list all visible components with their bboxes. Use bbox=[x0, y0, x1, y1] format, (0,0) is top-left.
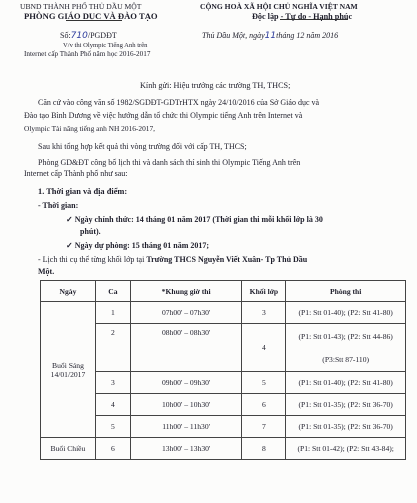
grade-cell: 3 bbox=[242, 302, 286, 324]
room-cell bbox=[286, 324, 406, 372]
shift-cell: 1 bbox=[95, 302, 130, 324]
date-prefix: Thủ Dầu Một, ngày bbox=[202, 31, 265, 40]
time-cell: 10h00' – 10h30' bbox=[130, 394, 242, 416]
table-row bbox=[41, 416, 406, 438]
shift-cell: 4 bbox=[95, 394, 130, 416]
subject-line-1: V/v thi Olympic Tiếng Anh trên bbox=[63, 42, 148, 49]
doc-number-suffix: /PGDĐT bbox=[87, 31, 117, 40]
table-header-row bbox=[41, 281, 406, 302]
grade-cell: 6 bbox=[242, 394, 286, 416]
para2: Sau khi tổng hợp kết quả thi vòng trường đối với cấp TH, THCS; bbox=[38, 142, 247, 151]
table-row bbox=[41, 302, 406, 324]
shift-cell: 2 bbox=[95, 324, 130, 372]
para3-line2: Internet cấp Thành phố như sau: bbox=[24, 169, 128, 178]
col-header-room: Phòng thi bbox=[286, 281, 406, 302]
reserve-date-text: Ngày dự phòng: 15 tháng 01 năm 2017; bbox=[74, 241, 210, 250]
doc-number-handwritten: 710 bbox=[70, 31, 88, 41]
table-row bbox=[41, 394, 406, 416]
official-date-text: Ngày chính thức: 14 tháng 01 năm 2017 (Thời gian thi mỗi khối lớp là 30 bbox=[74, 215, 323, 224]
para3-line1: Phòng GD&ĐT công bố lịch thi và danh sách thí sinh thi Olympic Tiếng Anh trên bbox=[38, 158, 301, 167]
room-cell: (P1: Stt 01-35); (P2: Stt 36-70) bbox=[286, 394, 406, 416]
col-header-day: Ngày bbox=[41, 281, 96, 302]
shift-cell: 5 bbox=[95, 416, 130, 438]
recipient: Kính gửi: Hiệu trưởng các trường TH, THCS; bbox=[140, 81, 291, 90]
section-1-heading: 1. Thời gian và địa điểm: bbox=[38, 187, 128, 196]
room-cell: (P1: Stt 01-40); (P2: Stt 41-80) bbox=[286, 372, 406, 394]
motto-underline bbox=[280, 19, 348, 20]
room-cell: (P1: Stt 01-35); (P2: Stt 36-70) bbox=[286, 416, 406, 438]
room-line-1: (P1: Stt 01-43); (P2: Stt 44-86) bbox=[298, 331, 393, 341]
col-header-grade: Khối lớp bbox=[242, 281, 286, 302]
location-line1 bbox=[38, 256, 307, 265]
grade-cell: 8 bbox=[242, 438, 286, 460]
grade-cell: 7 bbox=[242, 416, 286, 438]
republic-title: CỘNG HOÀ XÃ HỘI CHỦ NGHĨA VIỆT NAM bbox=[200, 2, 358, 11]
shift-cell: 3 bbox=[95, 372, 130, 394]
subject-line-2: Internet cấp Thành Phố năm học 2016-2017 bbox=[24, 50, 151, 58]
department-name: PHÒNG GIÁO DỤC VÀ ĐÀO TẠO bbox=[24, 11, 158, 21]
time-cell: 13h00' – 13h30' bbox=[130, 438, 242, 460]
col-header-shift: Ca bbox=[95, 281, 130, 302]
motto: Độc lập - Tự do - Hạnh phúc bbox=[252, 12, 353, 21]
grade-cell: 4 bbox=[242, 324, 286, 372]
date-handwritten: 11 bbox=[264, 31, 277, 41]
check-icon: ✓ bbox=[66, 215, 75, 224]
agency-line: UBND THÀNH PHỐ THỦ DẦU MỘT bbox=[20, 2, 142, 11]
day-afternoon-cell: Buổi Chiều bbox=[41, 438, 96, 460]
location-school: Trường THCS Nguyễn Viết Xuân- Tp Thủ Dầu bbox=[146, 255, 308, 264]
grade-cell: 5 bbox=[242, 372, 286, 394]
doc-number-prefix: Số: bbox=[60, 31, 71, 40]
room-cell: (P1: Stt 01-40); (P2: Stt 41-80) bbox=[286, 302, 406, 324]
reserve-date bbox=[66, 242, 209, 251]
exam-schedule-table bbox=[40, 280, 406, 460]
time-cell: 09h00' – 09h30' bbox=[130, 372, 242, 394]
location-prefix: - Lịch thi cụ thể từng khối lớp tại bbox=[38, 255, 147, 264]
time-label: - Thời gian: bbox=[38, 201, 79, 210]
shift-cell: 6 bbox=[95, 438, 130, 460]
check-icon: ✓ bbox=[66, 241, 75, 250]
room-line-2: (P3:Stt 87-110) bbox=[322, 354, 370, 364]
table-row bbox=[41, 438, 406, 460]
department-underline bbox=[66, 20, 122, 21]
time-cell: 11h00' – 11h30' bbox=[130, 416, 242, 438]
day-morning-cell: Buổi Sáng 14/01/2017 bbox=[41, 302, 96, 438]
table-row bbox=[41, 372, 406, 394]
room-cell: (P1: Stt 01-42); (P2: Stt 43-84); bbox=[286, 438, 406, 460]
official-date-line2: phút). bbox=[80, 227, 101, 236]
para1-line2: Đào tạo Bình Dương về việc hướng dẫn tổ chức thi Olympic tiếng Anh trên Internet và bbox=[24, 111, 303, 120]
time-cell: 07h00' – 07h30' bbox=[130, 302, 242, 324]
date-suffix: tháng 12 năm 2016 bbox=[276, 31, 339, 40]
time-cell: 08h00' – 08h30' bbox=[130, 324, 242, 372]
official-date-line1 bbox=[66, 216, 323, 225]
doc-number bbox=[60, 32, 117, 42]
issue-date bbox=[202, 32, 338, 42]
para1-line3: Olympic Tài năng tiếng anh NH 2016-2017, bbox=[24, 124, 156, 133]
col-header-time: *Khung giờ thi bbox=[130, 281, 242, 302]
table-row bbox=[41, 324, 406, 372]
location-line2: Một. bbox=[38, 267, 55, 276]
para1-line1: Căn cứ vào công văn số 1982/SGDĐT-GDTrHTX ngày 24/10/2016 của Sở Giáo dục và bbox=[38, 98, 320, 107]
